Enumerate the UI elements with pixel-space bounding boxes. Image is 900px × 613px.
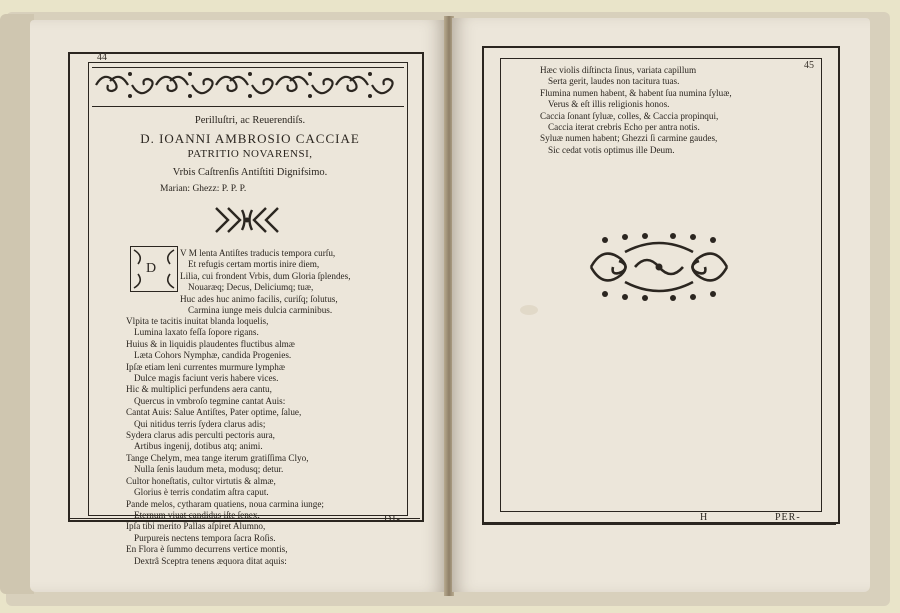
verse-line: Dulce magis faciunt veris habere vices. <box>134 373 279 384</box>
verse-line: Vlpita te tacitis inuitat blanda loquelis, <box>126 316 269 326</box>
dedication-line-3: PATRITIO NOVARENSI, <box>187 148 313 160</box>
verse-line: Syluæ numen habent; Ghezzi ſi carmine gaudes, <box>540 133 718 144</box>
verse-line: Pande melos, cytharam quatiens, noua carmina iunge; <box>126 498 324 509</box>
verse-line: Nulla ſenis laudum meta, modusq; detur. <box>134 464 284 475</box>
verse-line: Flumina numen habent, & habent ſua numina ſyluæ, <box>540 87 732 98</box>
verse-line: V M lenta Antiſtes traducis tempora curſu, <box>180 248 336 258</box>
verse-line: Lilia, cui frondent Vrbis, dum Gloria ſplendes, <box>180 270 351 281</box>
verse-line: Lumina laxato feſſa ſopore rigans. <box>134 327 259 338</box>
verse-line: Ipſæ etiam leni currentes murmure lymphæ <box>126 361 285 372</box>
drop-cap-letter: D <box>146 261 157 276</box>
verse-block-left-main <box>126 316 324 567</box>
verse-line: Caccia iterat crebris Echo per antra notis. <box>548 122 700 133</box>
verse-block-left-top <box>180 248 351 316</box>
verse-line: Dextrâ Sceptra tenens æquora ditat aquis: <box>134 555 287 566</box>
verse-line: Serta gerit, laudes non tacitura tuas. <box>548 76 680 87</box>
dedication-signature: Marian: Ghezz: P. P. P. <box>160 184 247 194</box>
verse-line: Hic & multiplici perfundens aera cantu, <box>126 384 272 395</box>
book-cover-edge <box>0 14 34 594</box>
verse-line: Huc ades huc animo facilis, curiſq; ſolutus, <box>180 293 338 304</box>
verse-line: Qui nitidus terris ſydera clarus adis; <box>134 418 266 429</box>
verse-line: Et refugis certam mortis inire diem, <box>188 259 320 270</box>
verse-line: Ipſa tibi merito Pallas aſpiret Alumno, <box>126 521 266 532</box>
small-ornament-icon <box>212 204 282 241</box>
verse-line: Artibus ingenij, dotibus atq; animi. <box>134 441 263 452</box>
headpiece-ornament <box>92 67 404 107</box>
page-number-left: 44 <box>97 52 107 63</box>
signature-mark: H <box>700 512 709 523</box>
verse-line: Sic cedat votis optimus ille Deum. <box>548 144 675 155</box>
verse-line: Tange Chelym, mea tange iterum gratiſſima Clyo, <box>126 452 309 463</box>
verse-block-right <box>540 65 732 156</box>
verse-line: Purpureis nectens tempora ſacra Roſis. <box>134 532 276 543</box>
catchword-right: PER- <box>775 512 801 523</box>
verse-line: Huius & in liquidis plaudentes fluctibus almæ <box>126 338 295 349</box>
page-number-right: 45 <box>804 60 814 71</box>
headpiece-ornament-icon <box>92 68 404 103</box>
verse-line: Cantat Auis: Salue Antiſtes, Pater optime, ſalue, <box>126 407 302 418</box>
verse-line: Cultor honeſtatis, cultor virtutis & almæ, <box>126 475 276 486</box>
verse-line: Caccia ſonant ſyluæ, colles, & Caccia propinqui, <box>540 110 719 121</box>
verse-line: Læta Cohors Nymphæ, candida Progenies. <box>134 350 292 361</box>
dedication-line-1: Perilluſtri, ac Reuerendiſs. <box>194 115 306 126</box>
verse-line: Eternum viuat candidus iſte ſenex. <box>134 509 260 520</box>
tailpiece-ornament-icon <box>585 232 733 307</box>
verse-line: Verus & eſt illis religionis honos. <box>548 99 670 110</box>
right-page-bottom-rule <box>482 524 836 525</box>
verse-line: En Flora è ſummo decurrens vertice montis, <box>126 544 288 555</box>
verse-line: Quercus in vmbroſo tegmine cantat Auis: <box>134 395 286 406</box>
dedication-line-2: D. IOANNI AMBROSIO CACCIAE <box>140 131 360 146</box>
dedication-line-4: Vrbis Caſtrenſis Antiſtiti Dignifsimo. <box>172 167 328 178</box>
paper-stain <box>520 305 538 315</box>
verse-line: Hæc violis diſtincta ſinus, variata capillum <box>540 65 697 75</box>
drop-cap-frame <box>130 246 178 292</box>
verse-line: Carmina iunge meis dulcia carminibus. <box>188 305 333 316</box>
verse-line: Glorius è terris condatim aſtra caput. <box>134 487 269 498</box>
verse-line: Sydera clarus adis perculti pectoris aura, <box>126 430 275 441</box>
verse-line: Nouaræq; Decus, Deliciumq; tuæ, <box>188 282 314 293</box>
catchword-left: DI- <box>384 514 401 525</box>
